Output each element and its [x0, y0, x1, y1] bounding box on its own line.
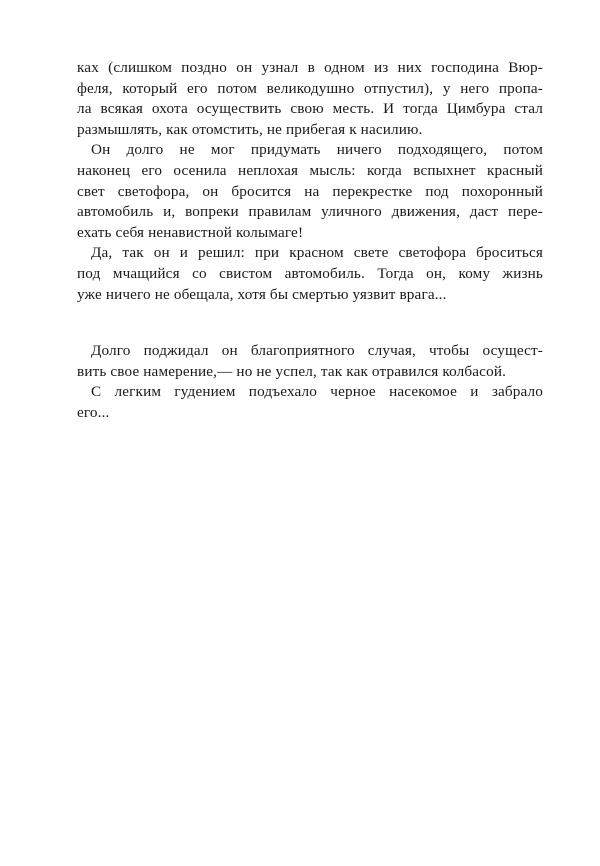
paragraph-3 [77, 243, 543, 305]
text-line: под мчащийся со свистом автомобиль. Тогда он, кому жизнь [77, 264, 543, 282]
paragraph-2 [77, 140, 543, 243]
text-line: ехать себя ненавистной колымаге! [77, 223, 304, 241]
text-line: Он долго не мог придумать ничего подходящего, потом [91, 141, 543, 159]
text-line: феля, который его потом великодушно отпустил), у него пропа- [77, 79, 543, 97]
paragraph-4 [77, 341, 543, 382]
text-line: его... [77, 403, 110, 421]
paragraph-1 [77, 58, 543, 140]
section-gap [77, 305, 543, 341]
text-line: уже ничего не обещала, хотя бы смертью уязвит врага... [77, 285, 447, 303]
text-line: свет светофора, он бросится на перекрестке под похоронный [77, 182, 543, 200]
text-line: ках (слишком поздно он узнал в одном из них господина Вюр- [77, 59, 543, 76]
text-line: размышлять, как отомстить, не прибегая к насилию. [77, 120, 423, 138]
page-body [77, 58, 543, 424]
text-line: Да, так он и решил: при красном свете светофора броситься [91, 244, 543, 262]
text-line: наконец его осенила неплохая мысль: когда вспыхнет красный [77, 161, 543, 179]
text-line: Долго поджидал он благоприятного случая, чтобы осущест- [91, 342, 543, 360]
paragraph-5 [77, 382, 543, 423]
text-line: автомобиль и, вопреки правилам уличного движения, даст пере- [77, 203, 543, 221]
text-line: ла всякая охота осуществить свою месть. И тогда Цимбура стал [77, 100, 543, 118]
text-line: С легким гудением подъехало черное насекомое и забрало [91, 383, 543, 401]
text-line: вить свое намерение,— но не успел, так как отравился колбасой. [77, 362, 507, 380]
